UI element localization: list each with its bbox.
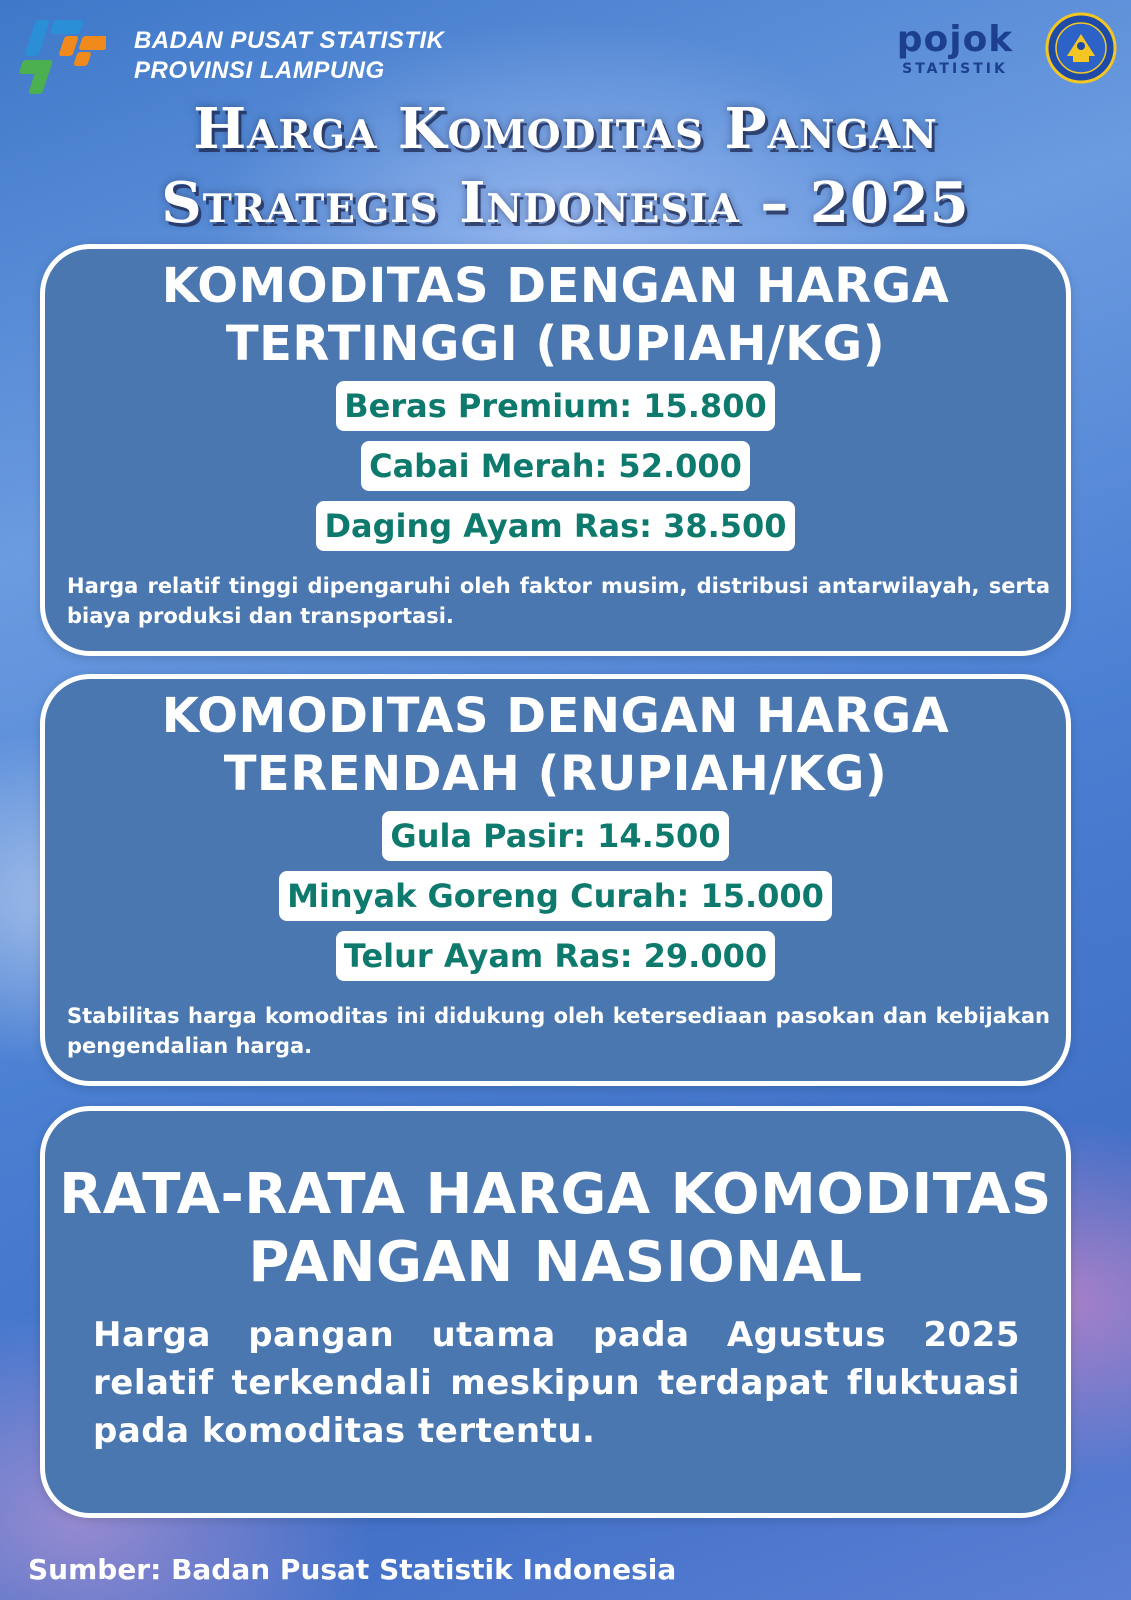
organization-name bbox=[134, 26, 445, 86]
highest-card-title bbox=[45, 257, 1066, 373]
lowest-items bbox=[45, 811, 1066, 991]
pojok-statistik-logo-icon bbox=[890, 20, 1020, 78]
lowest-note: Stabilitas harga komoditas ini didukung oleh ketersediaan pasokan dan kebijakan pengendalian harga. bbox=[67, 1004, 1050, 1058]
lowest-item-minyak-goreng-curah: Minyak Goreng Curah: 15.000 bbox=[279, 871, 832, 921]
highest-title-line1: KOMODITAS DENGAN HARGA bbox=[161, 258, 950, 314]
average-title-line2: PANGAN NASIONAL bbox=[248, 1230, 863, 1295]
highest-items bbox=[45, 381, 1066, 561]
main-title bbox=[60, 92, 1071, 240]
average-title-line1: RATA-RATA HARGA KOMODITAS bbox=[59, 1162, 1052, 1227]
org-line2: PROVINSI LAMPUNG bbox=[134, 57, 385, 84]
main-title-line1: Harga Komoditas Pangan bbox=[193, 96, 938, 162]
highest-title-line2: TERTINGGI (RUPIAH/KG) bbox=[225, 316, 886, 372]
highest-item-cabai-merah: Cabai Merah: 52.000 bbox=[361, 441, 750, 491]
lowest-title-line2: TERENDAH (RUPIAH/KG) bbox=[223, 746, 888, 802]
lowest-item-gula-pasir: Gula Pasir: 14.500 bbox=[382, 811, 728, 861]
lowest-title-line1: KOMODITAS DENGAN HARGA bbox=[161, 688, 950, 744]
main-title-line2: Strategis Indonesia – 2025 bbox=[161, 170, 970, 236]
header bbox=[0, 0, 1131, 90]
lowest-item-telur-ayam-ras: Telur Ayam Ras: 29.000 bbox=[336, 931, 775, 981]
source-credit: Sumber: Badan Pusat Statistik Indonesia bbox=[28, 1553, 677, 1586]
average-note: Harga pangan utama pada Agustus 2025 relatif terkendali meskipun terdapat fluktuasi pada komoditas tertentu. bbox=[93, 1315, 1020, 1451]
bps-logo-icon bbox=[14, 14, 106, 96]
highest-item-beras-premium: Beras Premium: 15.800 bbox=[336, 381, 774, 431]
average-card-title bbox=[45, 1161, 1066, 1297]
lowest-price-card bbox=[40, 674, 1071, 1086]
pojok-sub: STATISTIK bbox=[902, 61, 1008, 77]
universitas-lampung-seal-icon bbox=[1045, 12, 1117, 84]
org-line1: BADAN PUSAT STATISTIK bbox=[134, 27, 445, 54]
highest-note: Harga relatif tinggi dipengaruhi oleh faktor musim, distribusi antarwilayah, serta biaya produksi dan transportasi. bbox=[67, 574, 1050, 628]
lowest-card-title bbox=[45, 687, 1066, 803]
highest-price-card bbox=[40, 244, 1071, 656]
pojok-word: pojok bbox=[896, 19, 1014, 60]
average-price-card bbox=[40, 1106, 1071, 1518]
highest-item-daging-ayam-ras: Daging Ayam Ras: 38.500 bbox=[316, 501, 794, 551]
